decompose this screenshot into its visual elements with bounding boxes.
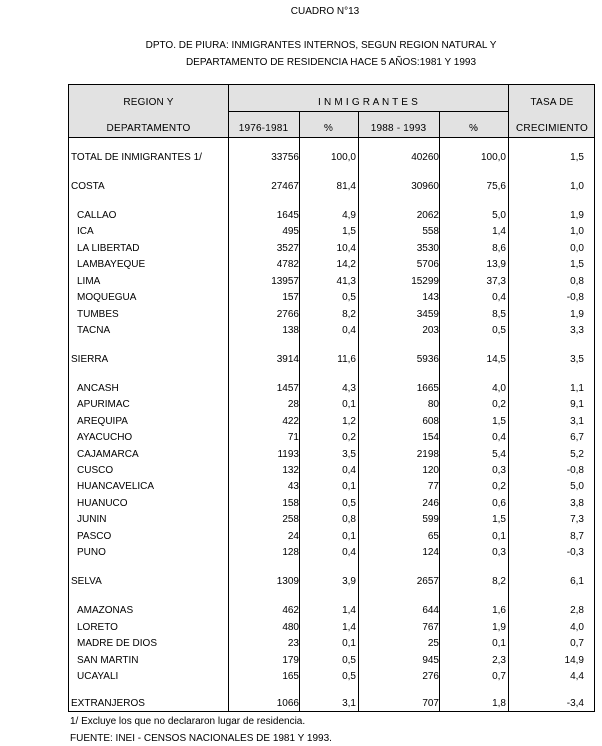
row-label: ICA bbox=[77, 226, 94, 237]
cell-p1: 0,5 bbox=[342, 655, 356, 666]
cell-tasa: -0,8 bbox=[566, 292, 584, 303]
cell-tasa: 4,4 bbox=[570, 671, 584, 682]
cell-v2: 2657 bbox=[416, 576, 439, 587]
cell-v1: 132 bbox=[282, 465, 299, 476]
cell-tasa: 0,7 bbox=[570, 638, 584, 649]
row-label: AYACUCHO bbox=[77, 432, 133, 443]
cell-v1: 179 bbox=[282, 655, 299, 666]
cell-p1: 0,4 bbox=[342, 465, 356, 476]
cell-tasa: 4,0 bbox=[570, 622, 584, 633]
cell-v1: 2766 bbox=[276, 309, 299, 320]
cell-v1: 27467 bbox=[271, 181, 299, 192]
cell-v1: 165 bbox=[282, 671, 299, 682]
cell-tasa: 3,3 bbox=[570, 325, 584, 336]
cell-v2: 77 bbox=[427, 481, 439, 492]
cell-p1: 0,4 bbox=[342, 325, 356, 336]
cell-v1: 4782 bbox=[276, 259, 299, 270]
row-label: MOQUEGUA bbox=[77, 292, 137, 303]
cell-tasa: 0,8 bbox=[570, 276, 584, 287]
cell-tasa: 5,0 bbox=[570, 481, 584, 492]
cell-v2: 124 bbox=[422, 547, 439, 558]
cell-p2: 1,6 bbox=[492, 605, 506, 616]
cell-tasa: 9,1 bbox=[570, 399, 584, 410]
cell-v1: 71 bbox=[287, 432, 299, 443]
cell-v1: 33756 bbox=[271, 152, 299, 163]
cell-v2: 203 bbox=[422, 325, 439, 336]
cell-tasa: 0,0 bbox=[570, 243, 584, 254]
cell-p2: 0,4 bbox=[492, 432, 506, 443]
cell-p2: 0,2 bbox=[492, 481, 506, 492]
cell-tasa: 1,9 bbox=[570, 309, 584, 320]
cell-p2: 37,3 bbox=[486, 276, 506, 287]
cell-p2: 0,7 bbox=[492, 671, 506, 682]
cell-tasa: -0,3 bbox=[566, 547, 584, 558]
table-title-line1: DPTO. DE PIURA: INMIGRANTES INTERNOS, SEGUN REGION NATURAL Y bbox=[145, 40, 497, 51]
row-label: SIERRA bbox=[71, 354, 109, 365]
header-region-line2: DEPARTAMENTO bbox=[106, 123, 191, 134]
row-label: CAJAMARCA bbox=[77, 449, 139, 460]
cell-tasa: 1,5 bbox=[570, 152, 584, 163]
row-label: JUNIN bbox=[77, 514, 107, 525]
cell-v2: 15299 bbox=[411, 276, 439, 287]
cell-v2: 276 bbox=[422, 671, 439, 682]
cell-p1: 3,5 bbox=[342, 449, 356, 460]
cell-tasa: 3,1 bbox=[570, 416, 584, 427]
cell-v1: 462 bbox=[282, 605, 299, 616]
cell-p2: 8,6 bbox=[492, 243, 506, 254]
cell-v1: 28 bbox=[287, 399, 299, 410]
cell-p2: 1,5 bbox=[492, 416, 506, 427]
cell-p2: 1,9 bbox=[492, 622, 506, 633]
cell-v2: 3530 bbox=[416, 243, 439, 254]
row-label: SAN MARTIN bbox=[77, 655, 139, 666]
cell-p1: 0,5 bbox=[342, 498, 356, 509]
table-title-line2: DEPARTAMENTO DE RESIDENCIA HACE 5 AÑOS:1981 Y 1993 bbox=[185, 57, 477, 68]
row-label: CALLAO bbox=[77, 210, 117, 221]
cell-tasa: -0,8 bbox=[566, 465, 584, 476]
header-region-line1: REGION Y bbox=[123, 97, 174, 108]
cell-v2: 120 bbox=[422, 465, 439, 476]
cell-v1: 422 bbox=[282, 416, 299, 427]
cell-p1: 1,5 bbox=[342, 226, 356, 237]
header-pct-2: % bbox=[468, 123, 479, 134]
cell-v2: 5706 bbox=[416, 259, 439, 270]
cell-p2: 14,5 bbox=[486, 354, 506, 365]
cell-p1: 0,5 bbox=[342, 671, 356, 682]
cell-tasa: 1,0 bbox=[570, 226, 584, 237]
row-label: AREQUIPA bbox=[77, 416, 128, 427]
row-label: UCAYALI bbox=[77, 671, 119, 682]
cell-p1: 0,5 bbox=[342, 292, 356, 303]
row-label: LA LIBERTAD bbox=[77, 243, 140, 254]
cell-v2: 2198 bbox=[416, 449, 439, 460]
cell-v1: 1645 bbox=[276, 210, 299, 221]
cell-tasa: 1,0 bbox=[570, 181, 584, 192]
cell-p1: 0,1 bbox=[342, 638, 356, 649]
cell-v2: 1665 bbox=[416, 383, 439, 394]
cell-p1: 10,4 bbox=[336, 243, 356, 254]
cell-v1: 157 bbox=[282, 292, 299, 303]
row-label: AMAZONAS bbox=[77, 605, 134, 616]
cell-v2: 558 bbox=[422, 226, 439, 237]
cell-v2: 40260 bbox=[411, 152, 439, 163]
cell-p1: 0,8 bbox=[342, 514, 356, 525]
cell-p2: 0,4 bbox=[492, 292, 506, 303]
cell-v1: 495 bbox=[282, 226, 299, 237]
table-number: CUADRO N°13 bbox=[290, 6, 360, 17]
cell-p1: 81,4 bbox=[336, 181, 356, 192]
row-label: APURIMAC bbox=[77, 399, 130, 410]
cell-p1: 8,2 bbox=[342, 309, 356, 320]
cell-tasa: 3,5 bbox=[570, 354, 584, 365]
row-label: HUANUCO bbox=[77, 498, 128, 509]
cell-v2: 80 bbox=[427, 399, 439, 410]
cell-v1: 1309 bbox=[276, 576, 299, 587]
cell-p2: 75,6 bbox=[486, 181, 506, 192]
cell-v1: 138 bbox=[282, 325, 299, 336]
cell-v1: 24 bbox=[287, 531, 299, 542]
header-tasa-line1: TASA DE bbox=[530, 97, 574, 108]
cell-v2: 945 bbox=[422, 655, 439, 666]
row-label: TUMBES bbox=[77, 309, 119, 320]
header-inmigrantes: I N M I G R A N T E S bbox=[318, 97, 418, 108]
cell-v1: 3527 bbox=[276, 243, 299, 254]
cell-p2: 0,1 bbox=[492, 638, 506, 649]
header-period-1976-1981: 1976-1981 bbox=[238, 123, 289, 134]
cell-v2: 608 bbox=[422, 416, 439, 427]
cell-tasa: 1,1 bbox=[570, 383, 584, 394]
header-period-1988-1993: 1988 - 1993 bbox=[370, 123, 427, 134]
row-label: LAMBAYEQUE bbox=[77, 259, 146, 270]
row-label: TACNA bbox=[77, 325, 111, 336]
row-label: MADRE DE DIOS bbox=[77, 638, 158, 649]
cell-p2: 0,2 bbox=[492, 399, 506, 410]
row-label: LIMA bbox=[77, 276, 101, 287]
cell-p2: 0,5 bbox=[492, 325, 506, 336]
cell-p2: 0,3 bbox=[492, 547, 506, 558]
cell-p2: 0,6 bbox=[492, 498, 506, 509]
cell-v2: 65 bbox=[427, 531, 439, 542]
cell-v2: 599 bbox=[422, 514, 439, 525]
table-header bbox=[69, 85, 594, 138]
row-label: EXTRANJEROS bbox=[71, 698, 145, 709]
cell-p2: 100,0 bbox=[480, 152, 506, 163]
cell-v2: 25 bbox=[427, 638, 439, 649]
cell-v2: 246 bbox=[422, 498, 439, 509]
cell-v1: 258 bbox=[282, 514, 299, 525]
header-tasa-line2: CRECIMIENTO bbox=[515, 123, 589, 134]
cell-p1: 3,1 bbox=[342, 698, 356, 709]
cell-v2: 154 bbox=[422, 432, 439, 443]
cell-p2: 2,3 bbox=[492, 655, 506, 666]
cell-p1: 3,9 bbox=[342, 576, 356, 587]
cell-p1: 11,6 bbox=[337, 354, 356, 365]
cell-v1: 1193 bbox=[277, 449, 299, 460]
cell-v2: 5936 bbox=[416, 354, 439, 365]
cell-v2: 143 bbox=[422, 292, 439, 303]
cell-tasa: -3,4 bbox=[566, 698, 584, 709]
cell-p2: 8,5 bbox=[492, 309, 506, 320]
cell-v1: 128 bbox=[282, 547, 299, 558]
cell-tasa: 14,9 bbox=[564, 655, 584, 666]
cell-p1: 1,2 bbox=[342, 416, 356, 427]
row-label: PASCO bbox=[77, 531, 112, 542]
cell-p1: 14,2 bbox=[336, 259, 356, 270]
row-label: CUSCO bbox=[77, 465, 114, 476]
cell-v2: 3459 bbox=[416, 309, 439, 320]
cell-tasa: 5,2 bbox=[570, 449, 584, 460]
data-table bbox=[68, 84, 595, 712]
row-label: PUNO bbox=[77, 547, 106, 558]
cell-v2: 767 bbox=[422, 622, 439, 633]
cell-p2: 5,4 bbox=[492, 449, 506, 460]
row-label: TOTAL DE INMIGRANTES 1/ bbox=[71, 152, 202, 163]
cell-p2: 0,1 bbox=[492, 531, 506, 542]
cell-p2: 13,9 bbox=[486, 259, 506, 270]
cell-tasa: 6,7 bbox=[570, 432, 584, 443]
cell-p2: 1,4 bbox=[492, 226, 506, 237]
cell-v1: 158 bbox=[282, 498, 299, 509]
cell-p1: 1,4 bbox=[342, 622, 356, 633]
cell-p1: 41,3 bbox=[336, 276, 356, 287]
cell-p2: 0,3 bbox=[492, 465, 506, 476]
cell-p2: 1,5 bbox=[492, 514, 506, 525]
row-label: LORETO bbox=[77, 622, 118, 633]
cell-p1: 0,4 bbox=[342, 547, 356, 558]
cell-v2: 707 bbox=[422, 698, 439, 709]
row-label: COSTA bbox=[71, 181, 105, 192]
row-label: SELVA bbox=[71, 576, 102, 587]
cell-v2: 644 bbox=[422, 605, 439, 616]
cell-tasa: 1,9 bbox=[570, 210, 584, 221]
cell-v1: 480 bbox=[282, 622, 299, 633]
cell-v1: 1066 bbox=[276, 698, 299, 709]
row-label: ANCASH bbox=[77, 383, 119, 394]
cell-v2: 2062 bbox=[416, 210, 439, 221]
cell-p1: 0,1 bbox=[342, 481, 356, 492]
cell-tasa: 6,1 bbox=[570, 576, 584, 587]
cell-v1: 43 bbox=[287, 481, 299, 492]
cell-p2: 8,2 bbox=[492, 576, 506, 587]
cell-p2: 4,0 bbox=[492, 383, 506, 394]
cell-tasa: 8,7 bbox=[570, 531, 584, 542]
cell-p2: 5,0 bbox=[492, 210, 506, 221]
header-pct-1: % bbox=[323, 123, 334, 134]
cell-v1: 13957 bbox=[271, 276, 299, 287]
cell-p1: 100,0 bbox=[330, 152, 356, 163]
cell-p1: 0,1 bbox=[342, 399, 356, 410]
cell-p1: 0,2 bbox=[342, 432, 356, 443]
row-label: HUANCAVELICA bbox=[77, 481, 155, 492]
cell-p1: 0,1 bbox=[342, 531, 356, 542]
cell-p1: 4,3 bbox=[342, 383, 356, 394]
cell-v1: 3914 bbox=[276, 354, 299, 365]
source-note: FUENTE: INEI - CENSOS NACIONALES DE 1981 Y 1993. bbox=[70, 733, 332, 744]
cell-tasa: 7,3 bbox=[570, 514, 584, 525]
cell-p2: 1,8 bbox=[492, 698, 506, 709]
cell-v1: 1457 bbox=[276, 383, 299, 394]
cell-v2: 30960 bbox=[411, 181, 439, 192]
cell-p1: 4,9 bbox=[342, 210, 356, 221]
cell-v1: 23 bbox=[287, 638, 299, 649]
cell-tasa: 3,8 bbox=[570, 498, 584, 509]
cell-tasa: 1,5 bbox=[570, 259, 584, 270]
cell-tasa: 2,8 bbox=[570, 605, 584, 616]
footnote: 1/ Excluye los que no declararon lugar de residencia. bbox=[70, 716, 306, 727]
cell-p1: 1,4 bbox=[342, 605, 356, 616]
